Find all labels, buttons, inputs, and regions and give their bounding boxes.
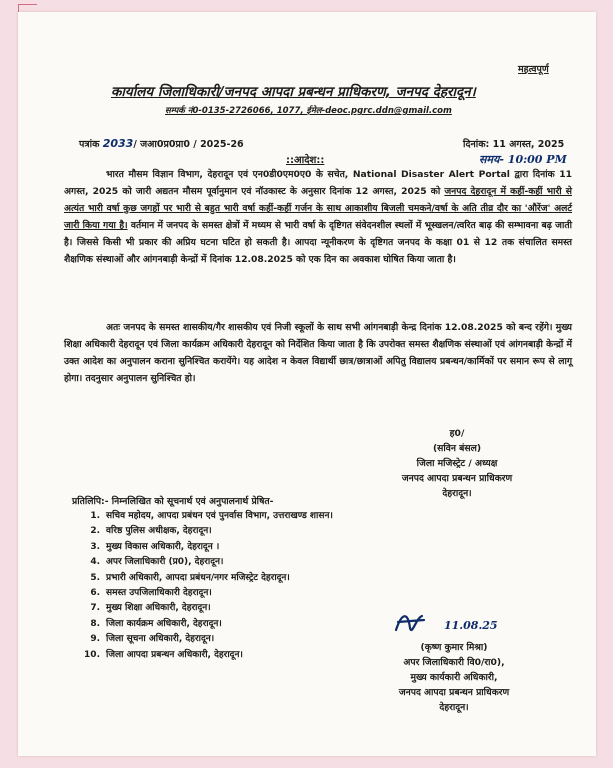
signature-block-adm bbox=[386, 640, 522, 715]
document-page bbox=[18, 12, 596, 756]
signature-block-dm bbox=[398, 426, 516, 501]
office-header: कार्यालय जिलाधिकारी/जनपद आपदा प्रबन्धन प्राधिकरण, जनपद देहरादून। bbox=[111, 84, 476, 100]
ref-number: 2033 bbox=[102, 137, 134, 150]
signatory-designation: जिला मजिस्ट्रेट / अध्यक्ष bbox=[416, 458, 498, 469]
list-item: 7. मुख्य शिक्षा अधिकारी, देहरादून। bbox=[90, 603, 211, 614]
order-paragraph-2: अतः जनपद के समस्त शासकीय/गैर शासकीय एवं निजी स्कूलों के साथ सभी आंगनबाड़ी केन्द्र दिनांक 12.08.2025 को बन्द रहेंगे। मुख्य शिक्षा अधिकारी देहरादून एवं जिला कार्यक्रम अधिकारी देहरादून को निर्देशित किया जाता है कि उपरोक्त समस्त शैक्षणिक संस्थाओं एवं आंगनबाड़ी केन्द्रों में उक्त आदेश का अनुपालन कराना सुनिश्चित करायेंगे। यह आदेश न केवल विद्यार्थी छात्र/छात्राओं अपितु विद्यालय प्रबन्धन/कार्मिकों पर समान रूप से लागू होगा। तदनुसार अनुपालन सुनिश्चित हो। bbox=[64, 322, 572, 384]
p1-part-a: भारत मौसम विज्ञान विभाग, देहरादून एवं एन0डी0एम0ए0 के सचेत, National Disaster Alert Portal द्वारा दिनांक 11 अगस्त, 2025 को जारी अद्यतन मौसम पूर्वानुमान एवं नॉउकास्ट के अनुसार दिनांक 12 अगस्त, 2025 को bbox=[64, 169, 572, 197]
signatory-org: जनपद आपदा प्रबन्धन प्राधिकरण bbox=[398, 687, 510, 698]
priority-mark: महत्वपूर्ण bbox=[518, 64, 549, 75]
signatory-name: (कृष्ण कुमार मिश्रा) bbox=[420, 642, 488, 653]
order-title: ::आदेश:: bbox=[286, 155, 325, 166]
signatory-designation: अपर जिलाधिकारी वि0/रा0), bbox=[403, 657, 505, 668]
signatory-place: देहरादून। bbox=[442, 488, 472, 499]
copy-recipient-list bbox=[78, 509, 333, 663]
list-item: 5. प्रभारी अधिकारी, आपदा प्रबंधन/नगर मजिस्ट्रेट देहरादून। bbox=[90, 572, 290, 583]
signatory-role: मुख्य कार्यकारी अधिकारी, bbox=[410, 672, 498, 683]
list-item: 8. जिला कार्यक्रम अधिकारी, देहरादून। bbox=[90, 618, 222, 629]
contact-line: सम्पर्क नं0-0135-2726066, 1077, ईमेल-deoc.pgrc.ddn@gmail.com bbox=[165, 106, 452, 116]
list-item: 6. समस्त उपजिलाधिकारी देहरादून। bbox=[90, 588, 212, 599]
order-paragraph-1 bbox=[64, 166, 572, 268]
order-time: समय- 10:00 PM bbox=[479, 153, 567, 166]
signature-initial: ह0/ bbox=[449, 428, 465, 439]
list-item: 4. अपर जिलाधिकारी (प्र0), देहरादून। bbox=[90, 557, 224, 568]
ref-suffix: / जआ0प्र0प्रा0 / 2025-26 bbox=[133, 139, 244, 150]
reference-number bbox=[79, 137, 244, 150]
list-item: 3. मुख्य विकास अधिकारी, देहरादून । bbox=[90, 541, 220, 552]
signature-date: 11.08.25 bbox=[444, 619, 498, 632]
handwritten-signature-icon bbox=[390, 608, 450, 638]
list-item: 2. वरिष्ठ पुलिस अधीक्षक, देहरादून। bbox=[90, 526, 212, 537]
list-item: 9. जिला सूचना अधिकारी, देहरादून। bbox=[90, 634, 215, 645]
order-date: दिनांक: 11 अगस्त, 2025 bbox=[463, 139, 565, 150]
p1-alert-underlined: जनपद देहरादून में कहीं-कहीं भारी से अत्यंत भारी वर्षा कुछ जगहों पर भारी से बहुत भारी वर्षा कहीं-कहीं गर्जन के साथ आकाशीय बिजली चमकने/वर्षा के अति तीव्र दौर का 'औरेंज' अलर्ट जारी किया गया है। bbox=[64, 186, 572, 231]
list-item: 1. सचिव महोदय, आपदा प्रबंधन एवं पुनर्वास विभाग, उत्तराखण्ड शासन। bbox=[90, 511, 333, 521]
list-item: 10. जिला आपदा प्रबन्धन अधिकारी, देहरादून। bbox=[84, 649, 243, 660]
signatory-name: (सविन बंसल) bbox=[432, 443, 482, 454]
ref-prefix: पत्रांक bbox=[79, 139, 100, 150]
p1-part-c: वर्तमान में जनपद के समस्त क्षेत्रों में मध्यम से भारी वर्षा के दृष्टिगत संवेदनशील स्थलों में भूस्खलन/त्वरित बाढ़ की सम्भावना बढ़ जाती है। जिससे किसी भी प्रकार की अप्रिय घटना घटित हो सकती है। आपदा न्यूनीकरण के दृष्टिगत जनपद के कक्षा 01 से 12 तक संचालित समस्त शैक्षणिक संस्थाओं और आंगनबाड़ी केन्द्रों में दिनांक 12.08.2025 को एक दिन का अवकाश घोषित किया जाता है। bbox=[64, 220, 572, 265]
copy-heading: प्रतिलिपि:- निम्नलिखित को सूचनार्थ एवं अनुपालनार्थ प्रेषित- bbox=[72, 496, 274, 507]
signatory-org: जनपद आपदा प्रबन्धन प्राधिकरण bbox=[401, 473, 513, 484]
signatory-place: देहरादून। bbox=[439, 702, 469, 713]
